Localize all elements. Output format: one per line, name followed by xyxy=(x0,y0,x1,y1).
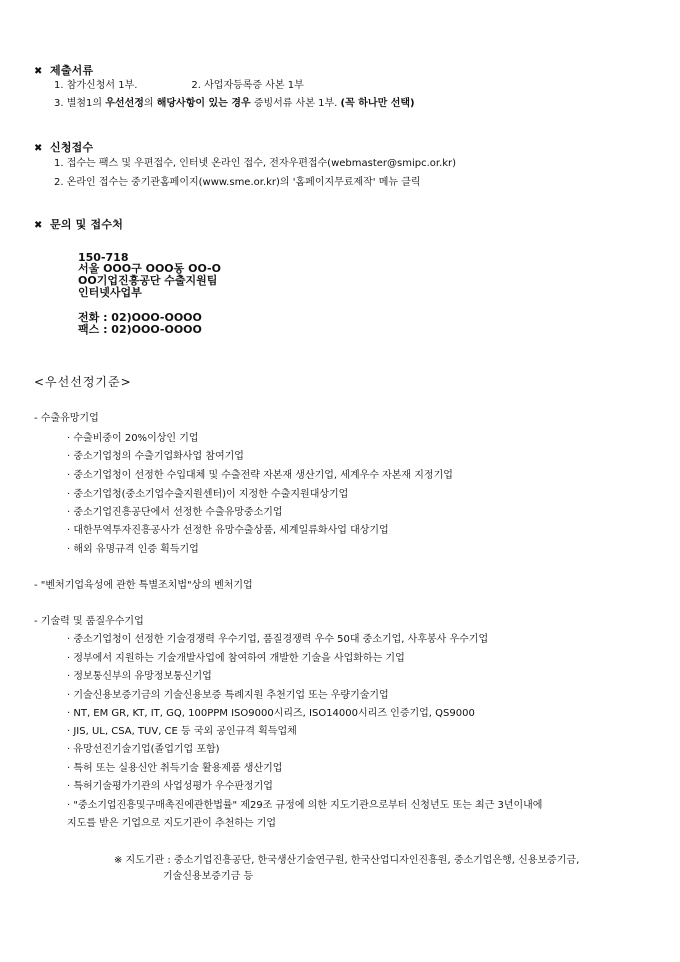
contact-address-3: 인터넷사업부 xyxy=(78,286,142,299)
criteria-group-export: - 수출유망기업 xyxy=(34,413,99,424)
list-item: · 수출비중이 20%이상인 기업 xyxy=(67,433,199,444)
criteria-group-venture: - "벤처기업육성에 관한 특별조치법"상의 벤처기업 xyxy=(34,580,253,591)
apply-item-1: 1. 접수는 팩스 및 우편접수, 인터넷 온라인 접수, 전자우편접수(webmaster@smipc.or.kr) xyxy=(54,158,457,169)
list-item: · 대한무역투자진흥공사가 선정한 유망수출상품, 세계일류화사업 대상기업 xyxy=(67,525,389,536)
list-item: · 중소기업청(중소기업수출지원센터)이 지정한 수출지원대상기업 xyxy=(67,489,349,500)
contact-zip: 150-718 xyxy=(78,251,129,264)
list-item: · JIS, UL, CSA, TUV, CE 등 국외 공인규격 획득업체 xyxy=(67,726,297,737)
section-heading-apply xyxy=(34,139,93,155)
submit-item-2: 2. 사업자등록증 사본 1부 xyxy=(191,80,304,91)
cross-mark-icon: ✖ xyxy=(34,143,43,154)
list-item: · 중소기업청이 선정한 수입대체 및 수출전략 자본재 생산기업, 세계우수 자본재 지정기업 xyxy=(67,470,453,481)
contact-fax: 팩스 : 02)OOO-OOOO xyxy=(78,323,202,336)
list-item: · 중소기업진흥공단에서 선정한 수출유망중소기업 xyxy=(67,507,283,518)
section-heading-contact xyxy=(34,216,123,232)
cross-mark-icon: ✖ xyxy=(34,66,43,77)
list-item: · 정보통신부의 유망정보통신기업 xyxy=(67,671,212,682)
cross-mark-icon: ✖ xyxy=(34,220,43,231)
list-item: · NT, EM GR, KT, IT, GQ, 100PPM ISO9000시리즈, ISO14000시리즈 인증기업, QS9000 xyxy=(67,708,475,719)
section-title: 문의 및 접수처 xyxy=(50,218,124,231)
list-item: · 유망선진기술기업(졸업기업 포함) xyxy=(67,744,220,755)
list-item: · 정부에서 지원하는 기술개발사업에 참여하여 개발한 기술을 사업화하는 기업 xyxy=(67,653,405,664)
guidance-note-line-2: 기술신용보증기금 등 xyxy=(163,871,254,882)
list-item: 지도를 받은 기업으로 지도기관이 추천하는 기업 xyxy=(67,818,277,829)
list-item: · 중소기업청이 선정한 기술경쟁력 우수기업, 품질경쟁력 우수 50대 중소기업, 사후봉사 우수기업 xyxy=(67,634,489,645)
guidance-note-line-1: ※ 지도기관 : 중소기업진흥공단, 한국생산기술연구원, 한국산업디자인진흥원, 중소기업은행, 신용보증기금, xyxy=(114,855,580,866)
bold-run: (꼭 하나만 선택) xyxy=(340,98,415,109)
section-title: 제출서류 xyxy=(50,64,94,77)
list-item: · 특허기술평가기관의 사업성평가 우수판정기업 xyxy=(67,781,273,792)
list-item: · 기술신용보증기금의 기술신용보증 특례지원 추천기업 또는 우량기술기업 xyxy=(67,690,389,701)
bold-run: 우선선정 xyxy=(105,98,144,109)
section-heading-submit xyxy=(34,62,93,78)
contact-tel: 전화 : 02)OOO-OOOO xyxy=(78,311,202,324)
contact-address-2: OO기업진흥공단 수출지원팀 xyxy=(78,274,218,287)
text-run: 증빙서류 사본 1부. xyxy=(250,98,341,109)
submit-line-3 xyxy=(54,97,415,111)
list-item: · 특허 또는 실용신안 취득기술 활용제품 생산기업 xyxy=(67,763,283,774)
text-run: 3. 별첨1의 xyxy=(54,98,106,109)
bold-run: 해당사항이 있는 경우 xyxy=(156,98,251,109)
list-item: · 해외 유명규격 인증 획득기업 xyxy=(67,544,199,555)
apply-item-2: 2. 온라인 접수는 중기관홈페이지(www.sme.or.kr)의 '홈페이지무료제작' 메뉴 클릭 xyxy=(54,177,421,188)
submit-item-1: 1. 참가신청서 1부. xyxy=(54,80,138,91)
section-title: 신청접수 xyxy=(50,141,94,154)
list-item: · "중소기업진흥및구매촉진에관한법률" 제29조 규정에 의한 지도기관으로부터 신청년도 또는 최근 3년이내에 xyxy=(67,800,543,811)
criteria-title: <우선선정기준> xyxy=(34,375,132,389)
text-run: 의 xyxy=(143,98,157,109)
criteria-group-tech: - 기술력 및 품질우수기업 xyxy=(34,616,144,627)
submit-line-1 xyxy=(54,79,304,93)
list-item: · 중소기업청의 수출기업화사업 참여기업 xyxy=(67,451,244,462)
contact-address-1: 서울 OOO구 OOO동 OO-O xyxy=(78,262,221,275)
